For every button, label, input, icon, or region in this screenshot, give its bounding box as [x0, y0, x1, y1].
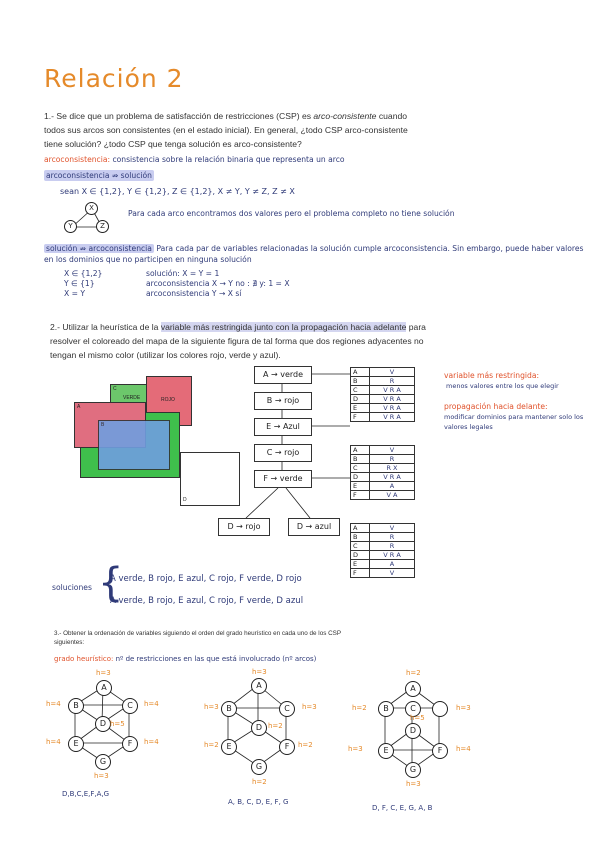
- graph1-node-c: C: [122, 698, 138, 714]
- graph1-node-d: D: [95, 716, 111, 732]
- domain-table-3: A V B R C R D V R A E A F V: [350, 523, 415, 578]
- graph2-node-g: G: [251, 759, 267, 775]
- q2-text-a: 2.- Utilizar la heurística de la: [50, 322, 161, 332]
- graph2-h-b: h=3: [204, 703, 219, 711]
- page-title: Relación 2: [44, 64, 184, 93]
- region-d: D: [180, 452, 240, 506]
- note-arcoconsistencia: [44, 154, 345, 165]
- graph2-h-c: h=3: [302, 703, 317, 711]
- flow-step-b: B → rojo: [254, 392, 312, 410]
- graph3-node-e: E: [378, 743, 394, 759]
- graph1-h-a: h=3: [96, 669, 111, 677]
- graph3-node-d: D: [405, 723, 421, 739]
- graph3-node-g: G: [405, 762, 421, 778]
- example-line: X ∈ {1,2}: [64, 269, 103, 278]
- side-note-mrv: [444, 370, 559, 392]
- side-note-text: modificar dominios para mantener solo los valores legales: [444, 413, 584, 431]
- graph1-h-c: h=4: [144, 700, 159, 708]
- region-a: A: [74, 402, 146, 448]
- q1-emphasis: arco-consistente: [313, 111, 377, 121]
- side-note-forward: [444, 402, 594, 432]
- note3-label: solución ⇏ arcoconsistencia: [46, 244, 152, 253]
- graph3-h-g: h=3: [406, 780, 421, 788]
- graph1-node-a: A: [96, 680, 112, 696]
- q2-highlight: variable más restringida junto con la propagación hacia adelante: [160, 322, 407, 332]
- solutions-label: soluciones: [52, 583, 92, 592]
- solutions-brace: {: [98, 560, 124, 606]
- flow-step-f: F → verde: [254, 470, 312, 488]
- example-line: arcoconsistencia Y → X sí: [146, 289, 242, 298]
- example-line: arcoconsistencia X → Y no : ∄ y: 1 = X: [146, 279, 290, 288]
- graph2-node-b: B: [221, 701, 237, 717]
- q1-text-b: cuando todos sus arcos son consistentes (en el estado inicial). En general, ¿todo CSP arco-consistente tiene solución? ¿todo CSP que tenga solución es arco-consistente?: [44, 111, 408, 149]
- graph3-node-b: B: [378, 701, 394, 717]
- graph3-h-b: h=2: [352, 704, 367, 712]
- region-b: ROJO: [146, 376, 192, 426]
- region-e: B: [98, 420, 170, 470]
- graph3-node-extra: [432, 701, 448, 717]
- note-solucion: [44, 243, 584, 265]
- note-text: consistencia sobre la relación binaria que representa un arco: [112, 155, 345, 164]
- graph1-node-b: B: [68, 698, 84, 714]
- graph1-node-e: E: [68, 736, 84, 752]
- note3-text: Para cada par de variables relacionadas la solución cumple arcoconsistencia. Sin embargo, puede haber valores en los dominios que no participen en ninguna solución: [44, 244, 584, 264]
- side-note-label: variable más restringida:: [444, 371, 540, 380]
- graph3-node-a: A: [405, 681, 421, 697]
- flow-step-c: C → rojo: [254, 444, 312, 462]
- example-line: Y ∈ {1}: [64, 279, 95, 288]
- side-note-label: propagación hacia delante:: [444, 402, 548, 411]
- triangle-node-z: Z: [96, 220, 109, 233]
- q2-text-b: para resolver el coloreado del mapa de la siguiente figura de tal forma que dos regiones adyacentes no tengan el mismo color (utilizar los colores rojo, verde y azul).: [50, 322, 426, 360]
- triangle-node-y: Y: [64, 220, 77, 233]
- graph1-h-f: h=4: [144, 738, 159, 746]
- graph3-h-d: h=5: [410, 714, 425, 722]
- question-3: 3.- Obtener la ordenación de variables siguiendo el orden del grado heurístico en cada uno de los CSP siguientes:: [54, 630, 341, 646]
- note-arco-no-solucion: arcoconsistencia ⇏ solución: [46, 171, 152, 180]
- domain-table-1: A V B R C V R A D V R A E V R A F V R A: [350, 367, 415, 422]
- solution-line: A verde, B rojo, E azul, C rojo, F verde, D rojo: [110, 574, 302, 584]
- note-label: arcoconsistencia:: [44, 155, 111, 164]
- flow-step-e: E → Azul: [254, 418, 312, 436]
- flow-step-d-azul: D → azul: [288, 518, 340, 536]
- solutions-list: [110, 568, 303, 612]
- question-1: [44, 109, 422, 151]
- graph2-h-g: h=2: [252, 778, 267, 786]
- question-2: [50, 320, 438, 362]
- flow-step-a: A → verde: [254, 366, 312, 384]
- flow-step-d-rojo: D → rojo: [218, 518, 270, 536]
- graph1-node-g: G: [95, 754, 111, 770]
- graph3-h-f: h=4: [456, 745, 471, 753]
- example-domains: [64, 269, 102, 299]
- triangle-node-x: X: [85, 202, 98, 215]
- example-line: X = Y: [64, 289, 86, 298]
- graph1-order: D,B,C,E,F,A,G: [62, 790, 110, 798]
- graph2-node-c: C: [279, 701, 295, 717]
- graph2-h-e: h=2: [204, 741, 219, 749]
- graph1-h-d: h=5: [110, 720, 125, 728]
- example-line: solución: X = Y = 1: [146, 269, 220, 278]
- triangle-note: Para cada arco encontramos dos valores pero el problema completo no tiene solución: [128, 209, 455, 218]
- graph3-node-f: F: [432, 743, 448, 759]
- graph2-node-d: D: [251, 720, 267, 736]
- note-grado-heuristico: [54, 654, 316, 665]
- domain-table-2: A V B R C R X D V R A E A F V A: [350, 445, 415, 500]
- region-c: C VERDE: [110, 384, 160, 444]
- graph2-node-e: E: [221, 739, 237, 755]
- graph1-node-f: F: [122, 736, 138, 752]
- q1-text-a: 1.- Se dice que un problema de satisfacción de restricciones (CSP) es: [44, 111, 314, 121]
- graph2-h-f: h=2: [298, 741, 313, 749]
- note-label: grado heurístico:: [54, 655, 114, 663]
- graph2-node-f: F: [279, 739, 295, 755]
- graph2-h-a: h=3: [252, 668, 267, 676]
- side-note-text: menos valores entre los que elegir: [446, 382, 559, 390]
- variables-line: sean X ∈ {1,2}, Y ∈ {1,2}, Z ∈ {1,2}, X ≠ Y, Y ≠ Z, Z ≠ X: [60, 187, 295, 196]
- graph3-h-e: h=3: [348, 745, 363, 753]
- graph3-node-c: C: [405, 701, 421, 717]
- solution-line: A verde, B rojo, E azul, C rojo, F verde, D azul: [110, 596, 304, 606]
- graph2-order: A, B, C, D, E, F, G: [228, 798, 289, 806]
- graph2-h-d: h=2: [268, 722, 283, 730]
- graph1-h-e: h=4: [46, 738, 61, 746]
- graph1-h-b: h=4: [46, 700, 61, 708]
- example-analysis: [146, 269, 290, 299]
- note-text: nº de restricciones en las que está involucrado (nº arcos): [115, 655, 317, 663]
- graph3-h-c: h=3: [456, 704, 471, 712]
- graph2-node-a: A: [251, 678, 267, 694]
- graph1-h-g: h=3: [94, 772, 109, 780]
- graph3-h-a: h=2: [406, 669, 421, 677]
- graph3-order: D, F, C, E, G, A, B: [372, 804, 433, 812]
